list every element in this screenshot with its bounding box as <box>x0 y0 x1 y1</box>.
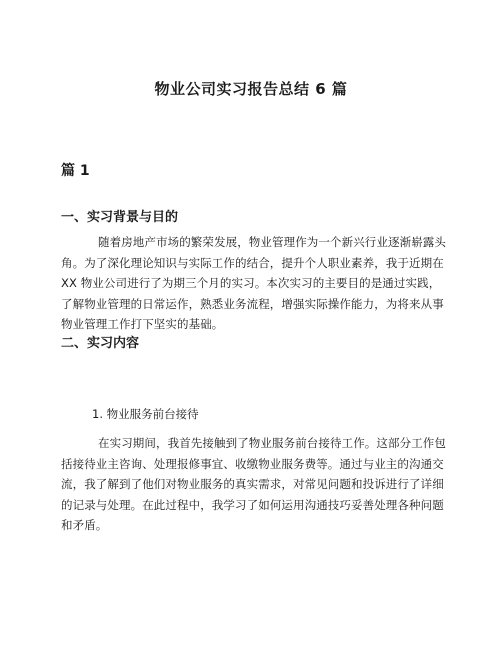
section-label: 篇 1 <box>61 163 90 179</box>
subitem-front-desk: 1. 物业服务前台接待 <box>92 407 199 421</box>
paragraph-front-desk: 在实习期间，我首先接触到了物业服务前台接待工作。这部分工作包括接待业主咨询、处理报修事宜、收缴物业服务费等。通过与业主的沟通交流，我了解到了他们对物业服务的真实需求，对常见问题和投诉进行了详细的记录与处理。在此过程中，我学习了如何运用沟通技巧妥善处理各种问题和矛盾。 <box>61 436 446 532</box>
heading-background-purpose: 一、实习背景与目的 <box>61 210 179 225</box>
paragraph-background: 随着房地产市场的繁荣发展，物业管理作为一个新兴行业逐渐崭露头角。为了深化理论知识与实际工作的结合，提升个人职业素养，我于近期在 XX 物业公司进行了为期三个月的实习。本次实习的主要目的是通过实践，了解物业管理的日常运作，熟悉业务流程，增强实际操作能力，为将来从事物业管理工作打下坚实的基础。 <box>61 235 446 331</box>
heading-internship-content: 二、实习内容 <box>61 336 140 351</box>
document-title: 物业公司实习报告总结 6 篇 <box>154 80 348 98</box>
